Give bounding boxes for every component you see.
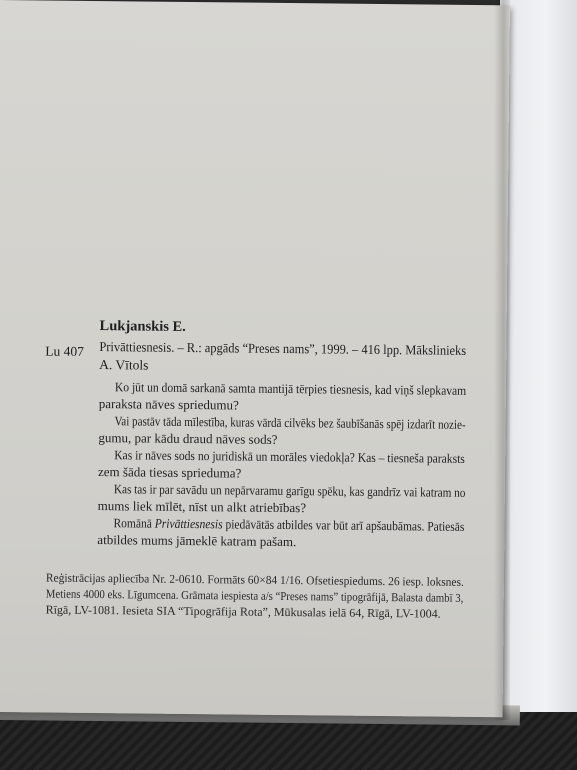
annotation-p5-book-title: Privāttiesnesis — [154, 515, 223, 532]
annotation-p1-line2: paraksta nāves spriedumu? — [98, 396, 239, 413]
title-line-2: A. Vītols — [99, 357, 149, 373]
annotation-p2-line2: gumu, par kādu draud nāves sods? — [98, 430, 278, 447]
annotation-p5-line2: atbildes mums jāmeklē katram pašam. — [97, 532, 297, 550]
annotation-p4-line1: Kas tas ir par savādu un nepārvaramu garīgu spēku, kas gandrīz vai katram no — [113, 481, 466, 500]
imprint-line-2: Metiens 4000 eks. Līgumcena. Grāmata iespiesta a/s “Preses nams” tipogrāfijā, Balasta dambī 3, — [45, 586, 464, 605]
title-line-1: Privāttiesnesis. – R.: apgāds “Preses nams”, 1999. – 416 lpp. Mākslinieks — [99, 339, 467, 358]
annotation-p3-line2: zem šāda tiesas sprieduma? — [97, 464, 242, 481]
annotation-p1-line1: Ko jūt un domā sarkanā samta mantijā tērpies tiesnesis, kad viņš slepkavam — [114, 379, 467, 398]
annotation-p5-text-c: piedāvātās atbildes var būt arī apšaubāmas. Patiesās — [222, 516, 465, 534]
annotation-p3-line1: Kas ir nāves sods no juridiskā un morāles viedokļa? Kas – tiesneša paraksts — [114, 447, 465, 466]
annotation-p2-line1: Vai pastāv tāda mīlestība, kuras vārdā cilvēks bez šaubīšanās spēj izdarīt nozie- — [114, 413, 466, 432]
classification-code: Lu 407 — [45, 343, 85, 359]
imprint-line-1: Reģistrācijas apliecība Nr. 2-0610. Formāts 60×84 1/16. Ofsetiespiedums. 26 iesp. loksnes. — [45, 570, 464, 589]
annotation-p5-text-a: Romānā — [113, 515, 155, 531]
back-page — [500, 0, 577, 760]
imprint-line-3: Rīgā, LV-1081. Iesieta SIA “Tipogrāfija Rota”, Mūkusalas ielā 64, Rīgā, LV-1004. — [45, 602, 441, 621]
annotation-p4-line2: mums liek mīlēt, nīst un alkt atriebības? — [97, 498, 307, 516]
page-shadow — [494, 0, 510, 720]
author-name: Lukjanskis E. — [99, 318, 186, 335]
